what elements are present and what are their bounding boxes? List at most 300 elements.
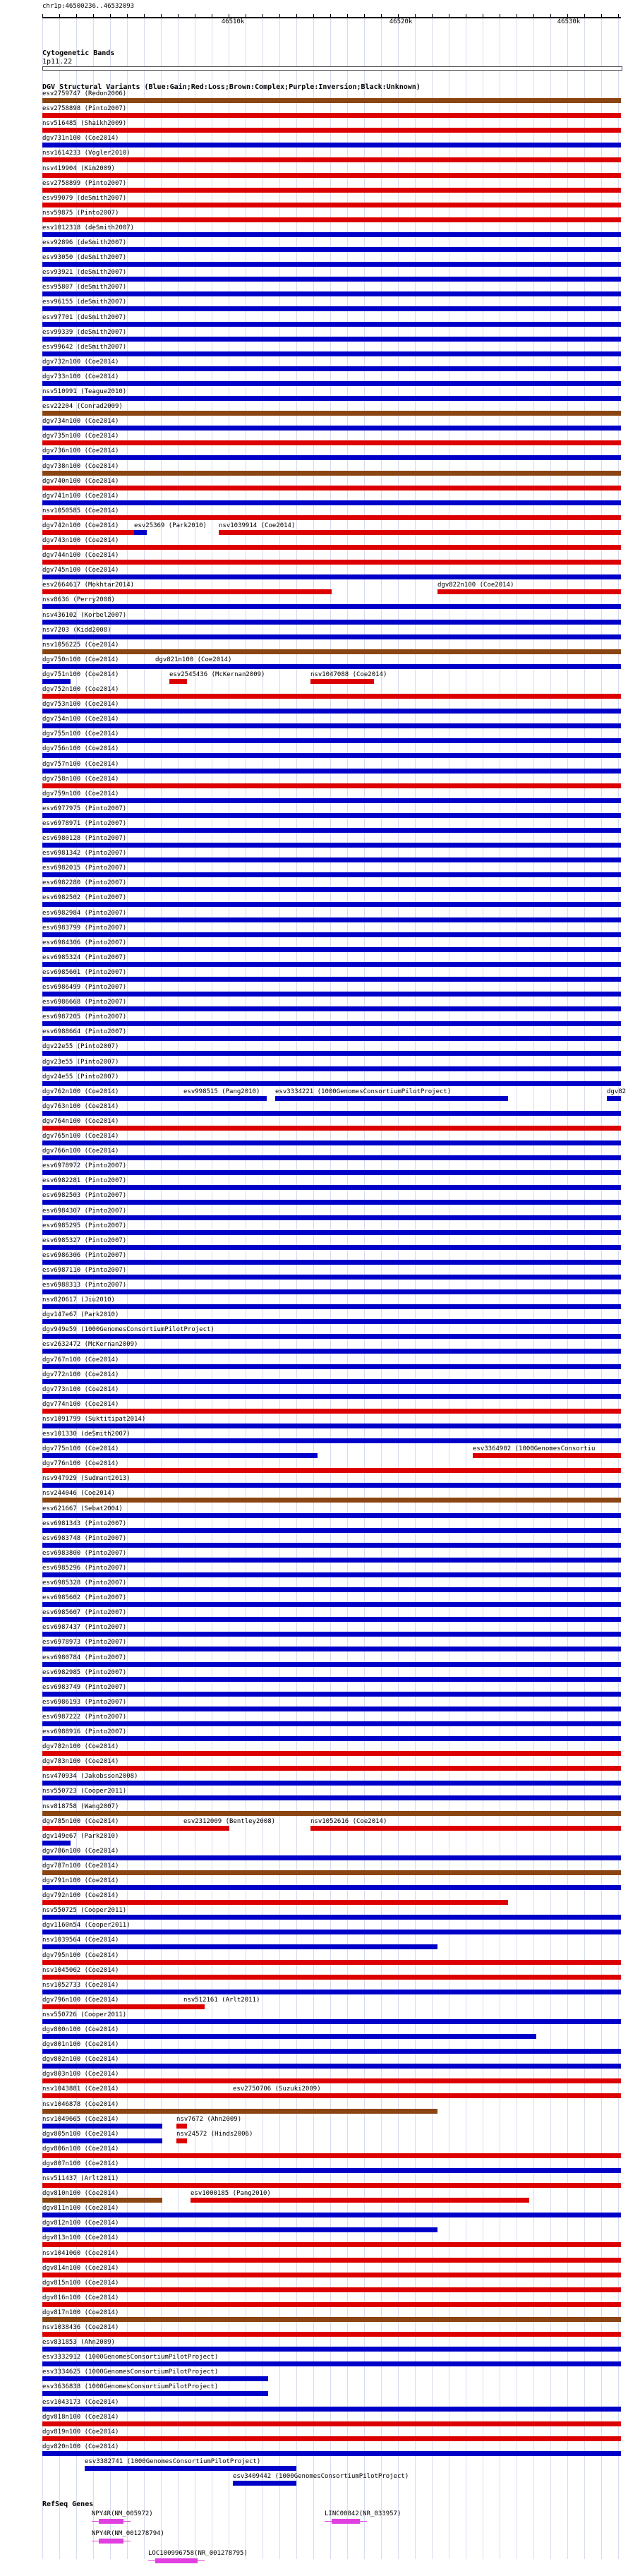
variant-label[interactable]: esv6987222 (Pinto2007): [42, 1713, 127, 1721]
variant-label[interactable]: esv22204 (Conrad2009): [42, 403, 123, 411]
variant-label[interactable]: esv6985295 (Pinto2007): [42, 1222, 127, 1229]
gene-exon-bar[interactable]: [332, 2519, 360, 2524]
variant-label[interactable]: nsv820617 (Jiu2010): [42, 1296, 115, 1304]
variant-bar[interactable]: [42, 2258, 621, 2263]
variant-label[interactable]: nsv510991 (Teague2010): [42, 388, 127, 395]
variant-bar[interactable]: [42, 2078, 621, 2083]
variant-bar[interactable]: [42, 1126, 621, 1131]
variant-bar[interactable]: [42, 992, 621, 997]
variant-bar[interactable]: [42, 262, 621, 267]
variant-label[interactable]: dgv22e55 (Pinto2007): [42, 1043, 119, 1051]
variant-label[interactable]: esv6982015 (Pinto2007): [42, 865, 127, 872]
variant-bar[interactable]: [42, 1379, 621, 1384]
variant-bar[interactable]: [42, 232, 621, 237]
variant-label[interactable]: esv6987205 (Pinto2007): [42, 1013, 127, 1021]
variant-bar[interactable]: [42, 366, 621, 371]
variant-label[interactable]: nsv1614233 (Vogler2010): [42, 150, 131, 157]
variant-bar[interactable]: [42, 723, 621, 728]
variant-label[interactable]: esv6977975 (Pinto2007): [42, 805, 127, 812]
variant-label[interactable]: nsv1038436 (Coe2014): [42, 2324, 119, 2331]
variant-bar[interactable]: [42, 291, 621, 296]
variant-label[interactable]: esv6984307 (Pinto2007): [42, 1207, 127, 1215]
variant-bar[interactable]: [42, 440, 621, 445]
variant-bar[interactable]: [42, 2317, 621, 2322]
variant-label[interactable]: dgv740n100 (Coe2014): [42, 477, 119, 485]
variant-bar[interactable]: [42, 1140, 621, 1145]
variant-label[interactable]: dgv754n100 (Coe2014): [42, 716, 119, 723]
variant-label[interactable]: dgv776n100 (Coe2014): [42, 1460, 119, 1468]
variant-bar[interactable]: [42, 1930, 621, 1934]
variant-label[interactable]: esv6986499 (Pinto2007): [42, 984, 127, 991]
variant-bar[interactable]: [42, 2227, 437, 2232]
variant-label[interactable]: esv6983749 (Pinto2007): [42, 1683, 127, 1691]
variant-bar[interactable]: [42, 1260, 621, 1265]
variant-bar[interactable]: [42, 2332, 621, 2337]
variant-bar[interactable]: [42, 500, 621, 505]
variant-label[interactable]: dgv743n100 (Coe2014): [42, 537, 119, 544]
variant-bar[interactable]: [42, 560, 621, 565]
variant-label[interactable]: dgv741n100 (Coe2014): [42, 492, 119, 500]
variant-bar[interactable]: [42, 1424, 621, 1428]
variant-label[interactable]: nsv24572 (Hinds2006): [176, 2130, 253, 2138]
variant-bar[interactable]: [42, 947, 621, 952]
variant-label[interactable]: esv6978973 (Pinto2007): [42, 1639, 127, 1647]
variant-label[interactable]: dgv792n100 (Coe2014): [42, 1892, 119, 1900]
variant-label[interactable]: nsv7672 (Ahn2009): [176, 2115, 242, 2123]
variant-label[interactable]: dgv811n100 (Coe2014): [42, 2205, 119, 2213]
variant-label[interactable]: nsv8636 (Perry2008): [42, 596, 115, 604]
variant-bar[interactable]: [42, 1245, 621, 1250]
variant-label[interactable]: nsv59875 (Pinto2007): [42, 209, 119, 217]
variant-label[interactable]: nsv818758 (Wang2007): [42, 1802, 119, 1810]
variant-bar[interactable]: [42, 2004, 183, 2009]
variant-bar[interactable]: [42, 1915, 621, 1920]
variant-bar[interactable]: [183, 1826, 229, 1831]
variant-bar[interactable]: [42, 98, 621, 103]
variant-label[interactable]: nsv1056225 (Coe2014): [42, 641, 119, 649]
variant-label[interactable]: esv2664617 (Mokhtar2014): [42, 582, 135, 589]
variant-bar[interactable]: [42, 857, 621, 862]
variant-bar[interactable]: [42, 1215, 621, 1220]
variant-label[interactable]: dgv772n100 (Coe2014): [42, 1371, 119, 1378]
variant-label[interactable]: esv3364902 (1000GenomesConsortiu: [473, 1445, 596, 1453]
variant-bar[interactable]: [42, 351, 621, 356]
gene-exon-bar[interactable]: [155, 2558, 198, 2563]
variant-label[interactable]: esv6982503 (Pinto2007): [42, 1192, 127, 1200]
variant-bar[interactable]: [42, 798, 621, 803]
variant-label[interactable]: nsv1052616 (Coe2014): [310, 1817, 387, 1825]
variant-label[interactable]: esv96155 (deSmith2007): [42, 299, 127, 306]
variant-label[interactable]: nsv436102 (Korbel2007): [42, 611, 127, 619]
variant-label[interactable]: dgv766n100 (Coe2014): [42, 1148, 119, 1155]
variant-label[interactable]: dgv774n100 (Coe2014): [42, 1400, 119, 1408]
variant-bar[interactable]: [42, 634, 621, 639]
variant-bar[interactable]: [42, 157, 621, 162]
variant-bar[interactable]: [42, 1826, 183, 1831]
variant-bar[interactable]: [42, 381, 621, 386]
gene-exon-bar[interactable]: [99, 2539, 123, 2544]
variant-bar[interactable]: [42, 1289, 621, 1294]
variant-bar[interactable]: [42, 1617, 621, 1622]
variant-label[interactable]: dgv735n100 (Coe2014): [42, 433, 119, 440]
variant-bar[interactable]: [310, 1826, 621, 1831]
variant-bar[interactable]: [42, 1572, 621, 1577]
variant-bar[interactable]: [42, 1096, 183, 1101]
variant-label[interactable]: dgv742n100 (Coe2014): [42, 522, 119, 529]
variant-bar[interactable]: [42, 1528, 621, 1533]
variant-label[interactable]: esv6986668 (Pinto2007): [42, 999, 127, 1006]
variant-bar[interactable]: [42, 1394, 621, 1399]
variant-label[interactable]: dgv783n100 (Coe2014): [42, 1758, 119, 1766]
variant-bar[interactable]: [42, 1677, 621, 1682]
variant-bar[interactable]: [42, 1736, 621, 1741]
variant-label[interactable]: dgv787n100 (Coe2014): [42, 1862, 119, 1870]
variant-label[interactable]: dgv820n100 (Coe2014): [42, 2443, 119, 2450]
variant-label[interactable]: esv2750706 (Suzuki2009): [233, 2086, 321, 2093]
variant-label[interactable]: dgv949e59 (1000GenomesConsortiumPilotProject): [42, 1326, 215, 1334]
variant-label[interactable]: nsv1049665 (Coe2014): [42, 2115, 119, 2123]
variant-bar[interactable]: [42, 1513, 621, 1518]
variant-bar[interactable]: [42, 769, 621, 774]
variant-bar[interactable]: [176, 2138, 187, 2143]
gene-label[interactable]: LOC100996758(NR_001278795): [148, 2550, 248, 2558]
variant-label[interactable]: esv6982502 (Pinto2007): [42, 894, 127, 902]
variant-label[interactable]: dgv801n100 (Coe2014): [42, 2041, 119, 2049]
variant-label[interactable]: dgv803n100 (Coe2014): [42, 2071, 119, 2078]
variant-label[interactable]: esv101330 (deSmith2007): [42, 1431, 131, 1438]
variant-bar[interactable]: [42, 574, 621, 579]
variant-bar[interactable]: [42, 2198, 162, 2203]
variant-bar[interactable]: [42, 2109, 437, 2114]
variant-bar[interactable]: [42, 902, 621, 907]
variant-label[interactable]: dgv744n100 (Coe2014): [42, 552, 119, 560]
variant-label[interactable]: dgv759n100 (Coe2014): [42, 790, 119, 798]
variant-label[interactable]: dgv23e55 (Pinto2007): [42, 1058, 119, 1066]
variant-label[interactable]: dgv731n100 (Coe2014): [42, 135, 119, 143]
variant-bar[interactable]: [42, 1692, 621, 1697]
variant-bar[interactable]: [42, 217, 621, 222]
variant-label[interactable]: esv6985328 (Pinto2007): [42, 1579, 127, 1587]
variant-bar[interactable]: [42, 1409, 621, 1414]
variant-label[interactable]: esv3382741 (1000GenomesConsortiumPilotProject): [85, 2457, 261, 2465]
variant-label[interactable]: dgv755n100 (Coe2014): [42, 730, 119, 738]
variant-label[interactable]: nsv1041060 (Coe2014): [42, 2249, 119, 2257]
variant-label[interactable]: esv6982985 (Pinto2007): [42, 1668, 127, 1676]
variant-bar[interactable]: [42, 738, 621, 743]
variant-bar[interactable]: [42, 1781, 621, 1786]
variant-bar[interactable]: [42, 2376, 268, 2381]
variant-label[interactable]: esv831853 (Ahn2009): [42, 2339, 115, 2347]
variant-bar[interactable]: [42, 589, 332, 594]
variant-label[interactable]: esv6985602 (Pinto2007): [42, 1594, 127, 1602]
variant-bar[interactable]: [42, 1051, 621, 1056]
variant-label[interactable]: dgv82: [607, 1088, 627, 1095]
variant-bar[interactable]: [42, 337, 621, 342]
variant-label[interactable]: dgv734n100 (Coe2014): [42, 418, 119, 426]
variant-label[interactable]: dgv813n100 (Coe2014): [42, 2234, 119, 2242]
variant-label[interactable]: dgv762n100 (Coe2014): [42, 1088, 119, 1095]
variant-label[interactable]: esv2632472 (McKernan2009): [42, 1341, 138, 1349]
variant-bar[interactable]: [42, 828, 621, 833]
variant-bar[interactable]: [42, 1975, 621, 1980]
variant-label[interactable]: esv998515 (Pang2010): [183, 1088, 260, 1095]
variant-bar[interactable]: [42, 188, 621, 193]
variant-bar[interactable]: [42, 1155, 621, 1160]
variant-label[interactable]: dgv802n100 (Coe2014): [42, 2056, 119, 2064]
variant-bar[interactable]: [42, 2138, 162, 2143]
variant-label[interactable]: dgv810n100 (Coe2014): [42, 2190, 119, 2198]
variant-label[interactable]: dgv817n100 (Coe2014): [42, 2309, 119, 2316]
variant-bar[interactable]: [42, 1841, 71, 1846]
variant-label[interactable]: esv621667 (Sebat2004): [42, 1505, 123, 1512]
variant-bar[interactable]: [42, 872, 621, 877]
variant-bar[interactable]: [42, 173, 621, 178]
variant-bar[interactable]: [42, 2242, 621, 2247]
variant-label[interactable]: dgv822n100 (Coe2014): [437, 582, 514, 589]
variant-bar[interactable]: [42, 1304, 621, 1309]
variant-label[interactable]: esv95807 (deSmith2007): [42, 284, 127, 291]
variant-label[interactable]: esv6986306 (Pinto2007): [42, 1251, 127, 1259]
variant-bar[interactable]: [42, 887, 621, 892]
variant-label[interactable]: esv6982280 (Pinto2007): [42, 879, 127, 887]
variant-label[interactable]: esv2312009 (Bentley2008): [183, 1817, 276, 1825]
variant-label[interactable]: esv99079 (deSmith2007): [42, 194, 127, 202]
variant-bar[interactable]: [42, 1319, 621, 1324]
variant-label[interactable]: esv1000185 (Pang2010): [191, 2190, 271, 2198]
variant-bar[interactable]: [42, 1811, 621, 1816]
variant-label[interactable]: esv6981342 (Pinto2007): [42, 850, 127, 857]
variant-bar[interactable]: [42, 1364, 621, 1369]
variant-bar[interactable]: [42, 2213, 621, 2217]
variant-bar[interactable]: [42, 1602, 621, 1607]
variant-bar[interactable]: [42, 1751, 621, 1756]
variant-bar[interactable]: [42, 2407, 621, 2412]
variant-label[interactable]: esv6982281 (Pinto2007): [42, 1177, 127, 1185]
variant-bar[interactable]: [183, 2004, 205, 2009]
variant-bar[interactable]: [42, 962, 621, 967]
variant-label[interactable]: dgv750n100 (Coe2014): [42, 656, 119, 663]
variant-bar[interactable]: [42, 1036, 621, 1041]
variant-label[interactable]: dgv795n100 (Coe2014): [42, 1951, 119, 1959]
variant-bar[interactable]: [42, 2421, 621, 2426]
variant-bar[interactable]: [42, 426, 621, 431]
variant-label[interactable]: dgv821n100 (Coe2014): [155, 656, 232, 663]
variant-bar[interactable]: [42, 143, 621, 148]
variant-bar[interactable]: [42, 694, 621, 699]
variant-bar[interactable]: [42, 1006, 621, 1011]
variant-bar[interactable]: [42, 1885, 621, 1890]
variant-bar[interactable]: [42, 1647, 621, 1651]
variant-label[interactable]: esv2545436 (McKernan2009): [169, 670, 265, 678]
variant-bar[interactable]: [42, 1587, 621, 1592]
variant-label[interactable]: dgv814n100 (Coe2014): [42, 2264, 119, 2272]
variant-label[interactable]: esv2758898 (Pinto2007): [42, 105, 127, 113]
variant-bar[interactable]: [42, 1185, 621, 1190]
variant-bar[interactable]: [42, 2034, 536, 2039]
variant-label[interactable]: dgv786n100 (Coe2014): [42, 1847, 119, 1855]
variant-bar[interactable]: [42, 203, 621, 207]
variant-label[interactable]: dgv24e55 (Pinto2007): [42, 1073, 119, 1081]
variant-label[interactable]: esv2758899 (Pinto2007): [42, 179, 127, 187]
variant-bar[interactable]: [42, 2183, 621, 2188]
variant-label[interactable]: nsv550723 (Cooper2011): [42, 1788, 127, 1795]
variant-bar[interactable]: [42, 530, 134, 535]
variant-label[interactable]: esv99642 (deSmith2007): [42, 343, 127, 351]
variant-label[interactable]: dgv816n100 (Coe2014): [42, 2294, 119, 2301]
variant-label[interactable]: dgv796n100 (Coe2014): [42, 1996, 119, 2004]
variant-bar[interactable]: [183, 1096, 267, 1101]
variant-bar[interactable]: [42, 2093, 233, 2098]
variant-bar[interactable]: [42, 1438, 621, 1443]
variant-label[interactable]: esv6985607 (Pinto2007): [42, 1609, 127, 1617]
variant-bar[interactable]: [42, 128, 621, 133]
variant-label[interactable]: nsv1050585 (Coe2014): [42, 507, 119, 514]
variant-label[interactable]: esv3332912 (1000GenomesConsortiumPilotProject): [42, 2354, 219, 2361]
variant-label[interactable]: esv6985327 (Pinto2007): [42, 1236, 127, 1244]
variant-bar[interactable]: [42, 620, 621, 625]
variant-bar[interactable]: [42, 2391, 268, 2396]
variant-label[interactable]: esv3409442 (1000GenomesConsortiumPilotProject): [233, 2473, 409, 2480]
variant-bar[interactable]: [42, 2124, 162, 2129]
variant-label[interactable]: dgv812n100 (Coe2014): [42, 2220, 119, 2227]
variant-label[interactable]: dgv732n100 (Coe2014): [42, 358, 119, 366]
variant-label[interactable]: dgv756n100 (Coe2014): [42, 745, 119, 753]
variant-label[interactable]: esv6985324 (Pinto2007): [42, 953, 127, 961]
variant-label[interactable]: esv6984306 (Pinto2007): [42, 939, 127, 946]
variant-bar[interactable]: [42, 306, 621, 311]
variant-label[interactable]: nsv419904 (Kim2009): [42, 164, 115, 172]
variant-bar[interactable]: [134, 530, 147, 535]
variant-label[interactable]: esv6981343 (Pinto2007): [42, 1519, 127, 1527]
variant-label[interactable]: esv93050 (deSmith2007): [42, 254, 127, 262]
variant-bar[interactable]: [42, 1795, 621, 1800]
variant-label[interactable]: nsv512161 (Arlt2011): [183, 1996, 260, 2004]
variant-bar[interactable]: [42, 1334, 621, 1339]
variant-bar[interactable]: [42, 2273, 621, 2277]
variant-label[interactable]: dgv818n100 (Coe2014): [42, 2413, 119, 2421]
variant-label[interactable]: esv92896 (deSmith2007): [42, 239, 127, 246]
variant-bar[interactable]: [42, 679, 71, 684]
variant-bar[interactable]: [42, 649, 621, 654]
variant-label[interactable]: esv6980128 (Pinto2007): [42, 835, 127, 842]
gene-label[interactable]: NPY4R(NM_001278794): [92, 2530, 164, 2538]
variant-label[interactable]: dgv753n100 (Coe2014): [42, 701, 119, 709]
variant-label[interactable]: esv6988916 (Pinto2007): [42, 1728, 127, 1735]
variant-label[interactable]: dgv757n100 (Coe2014): [42, 760, 119, 768]
variant-label[interactable]: dgv773n100 (Coe2014): [42, 1385, 119, 1393]
variant-bar[interactable]: [155, 664, 621, 669]
variant-label[interactable]: dgv751n100 (Coe2014): [42, 670, 119, 678]
variant-bar[interactable]: [42, 1230, 621, 1235]
variant-label[interactable]: dgv736n100 (Coe2014): [42, 447, 119, 455]
variant-label[interactable]: esv6983748 (Pinto2007): [42, 1534, 127, 1542]
variant-bar[interactable]: [191, 2198, 529, 2203]
variant-label[interactable]: esv6985296 (Pinto2007): [42, 1564, 127, 1572]
variant-bar[interactable]: [42, 1349, 621, 1354]
variant-bar[interactable]: [42, 1111, 621, 1116]
variant-label[interactable]: nsv1091799 (Suktitipat2014): [42, 1415, 146, 1423]
variant-bar[interactable]: [42, 1632, 621, 1637]
variant-label[interactable]: nsv1043881 (Coe2014): [42, 2086, 119, 2093]
variant-bar[interactable]: [42, 1855, 621, 1860]
variant-bar[interactable]: [42, 2451, 621, 2456]
variant-bar[interactable]: [42, 1498, 621, 1503]
variant-label[interactable]: esv6988664 (Pinto2007): [42, 1028, 127, 1036]
variant-label[interactable]: nsv1039564 (Coe2014): [42, 1937, 119, 1944]
variant-label[interactable]: dgv752n100 (Coe2014): [42, 686, 119, 693]
variant-bar[interactable]: [42, 2361, 621, 2366]
variant-bar[interactable]: [42, 783, 621, 788]
variant-label[interactable]: dgv785n100 (Coe2014): [42, 1817, 119, 1825]
variant-bar[interactable]: [42, 515, 621, 520]
variant-label[interactable]: esv6978972 (Pinto2007): [42, 1162, 127, 1170]
variant-label[interactable]: nsv1047088 (Coe2014): [310, 670, 387, 678]
variant-label[interactable]: dgv807n100 (Coe2014): [42, 2160, 119, 2167]
variant-bar[interactable]: [42, 753, 621, 758]
variant-bar[interactable]: [42, 664, 155, 669]
variant-bar[interactable]: [42, 1543, 621, 1548]
variant-bar[interactable]: [85, 2466, 296, 2471]
variant-label[interactable]: esv2759747 (Redon2006): [42, 90, 127, 97]
variant-label[interactable]: dgv767n100 (Coe2014): [42, 1356, 119, 1364]
variant-label[interactable]: dgv733n100 (Coe2014): [42, 373, 119, 380]
variant-bar[interactable]: [42, 709, 621, 714]
variant-bar[interactable]: [42, 1021, 621, 1026]
variant-bar[interactable]: [42, 1453, 318, 1458]
variant-label[interactable]: esv6983799 (Pinto2007): [42, 924, 127, 932]
variant-bar[interactable]: [42, 604, 621, 609]
variant-label[interactable]: esv1012318 (deSmith2007): [42, 224, 135, 231]
variant-bar[interactable]: [275, 1096, 508, 1101]
variant-bar[interactable]: [42, 322, 621, 327]
variant-label[interactable]: dgv763n100 (Coe2014): [42, 1102, 119, 1110]
variant-label[interactable]: dgv765n100 (Coe2014): [42, 1133, 119, 1140]
variant-bar[interactable]: [42, 2049, 621, 2054]
variant-bar[interactable]: [42, 2064, 621, 2069]
variant-bar[interactable]: [42, 1468, 621, 1473]
variant-label[interactable]: esv3334625 (1000GenomesConsortiumPilotProject): [42, 2369, 219, 2376]
variant-bar[interactable]: [169, 679, 187, 684]
variant-bar[interactable]: [233, 2093, 621, 2098]
variant-bar[interactable]: [42, 2287, 621, 2292]
variant-bar[interactable]: [42, 813, 621, 818]
gene-label[interactable]: LINC00842(NR_033957): [325, 2510, 401, 2518]
variant-label[interactable]: esv99339 (deSmith2007): [42, 328, 127, 336]
variant-label[interactable]: nsv511437 (Arlt2011): [42, 2175, 119, 2182]
variant-bar[interactable]: [42, 2019, 621, 2024]
variant-bar[interactable]: [42, 2168, 621, 2173]
variant-label[interactable]: nsv1046878 (Coe2014): [42, 2100, 119, 2108]
variant-bar[interactable]: [42, 1200, 621, 1205]
variant-bar[interactable]: [42, 1870, 621, 1875]
variant-bar[interactable]: [42, 1662, 621, 1667]
variant-label[interactable]: nsv947929 (Sudmant2013): [42, 1475, 131, 1483]
variant-bar[interactable]: [42, 1944, 437, 1949]
variant-bar[interactable]: [42, 1721, 621, 1726]
variant-bar[interactable]: [42, 1170, 621, 1175]
variant-bar[interactable]: [42, 843, 621, 848]
variant-label[interactable]: esv3334221 (1000GenomesConsortiumPilotProject): [275, 1088, 452, 1095]
variant-label[interactable]: nsv1039914 (Coe2014): [219, 522, 296, 529]
variant-label[interactable]: nsv1052733 (Coe2014): [42, 1981, 119, 1989]
variant-label[interactable]: dgv758n100 (Coe2014): [42, 775, 119, 783]
variant-bar[interactable]: [233, 2481, 296, 2486]
variant-bar[interactable]: [42, 1275, 621, 1280]
variant-bar[interactable]: [42, 113, 621, 118]
variant-label[interactable]: esv6978971 (Pinto2007): [42, 819, 127, 827]
variant-label[interactable]: dgv791n100 (Coe2014): [42, 1877, 119, 1884]
variant-label[interactable]: esv1043173 (Coe2014): [42, 2398, 119, 2406]
